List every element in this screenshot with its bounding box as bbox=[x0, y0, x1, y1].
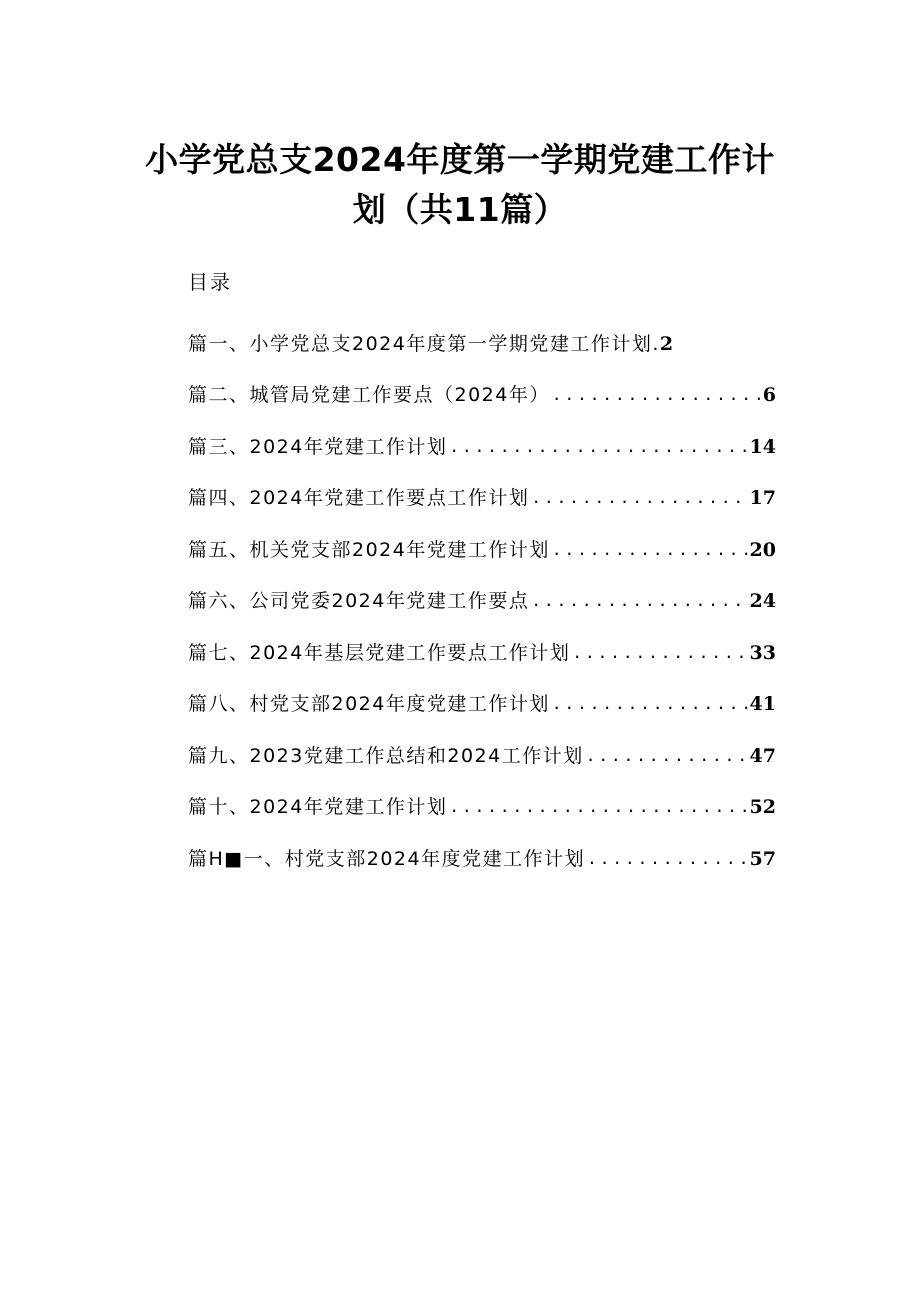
toc-entry-6[interactable] bbox=[188, 576, 776, 628]
toc-entry-title: 篇八、村党支部2024年度党建工作计划 bbox=[188, 693, 550, 716]
toc-entry-page: 20 bbox=[749, 538, 776, 561]
toc-heading: 目录 bbox=[188, 270, 232, 294]
toc-entry-11[interactable] bbox=[188, 833, 776, 885]
toc-entry-page: 14 bbox=[749, 435, 776, 458]
toc-entry-10[interactable] bbox=[188, 782, 776, 834]
toc-entry-3[interactable] bbox=[188, 421, 776, 473]
document-title-line-2: 划（共11篇） bbox=[352, 190, 568, 229]
toc-entry-title: 篇六、公司党委2024年党建工作要点 bbox=[188, 590, 530, 613]
toc-entry-title: 篇七、2024年基层党建工作要点工作计划 bbox=[188, 641, 571, 664]
toc-entry-7[interactable] bbox=[188, 627, 776, 679]
toc-dot-leader bbox=[550, 535, 750, 565]
toc-dot-leader bbox=[585, 844, 749, 874]
toc-entry-title: 篇十、2024年党建工作计划 bbox=[188, 796, 448, 819]
toc-entry-title: 篇二、城管局党建工作要点（2024年） bbox=[188, 384, 550, 407]
toc-entry-5[interactable] bbox=[188, 524, 776, 576]
table-of-contents bbox=[188, 318, 776, 885]
toc-dot-leader bbox=[529, 483, 749, 513]
toc-entry-page: 17 bbox=[749, 487, 776, 510]
toc-dot-leader bbox=[550, 380, 763, 410]
toc-dot-leader bbox=[570, 638, 749, 668]
toc-dot-leader bbox=[447, 432, 749, 462]
toc-entry-page: 6 bbox=[762, 384, 776, 407]
toc-dot-leader bbox=[529, 586, 749, 616]
toc-entry-page: 52 bbox=[749, 796, 776, 819]
toc-entry-2[interactable] bbox=[188, 370, 776, 422]
toc-entry-title: 篇H■一、村党支部2024年度党建工作计划 bbox=[188, 847, 586, 870]
toc-dot-leader bbox=[550, 689, 750, 719]
toc-entry-title: 篇九、2023党建工作总结和2024工作计划 bbox=[188, 744, 584, 767]
toc-entry-9[interactable] bbox=[188, 730, 776, 782]
toc-entry-8[interactable] bbox=[188, 679, 776, 731]
toc-entry-title: 篇三、2024年党建工作计划 bbox=[188, 435, 448, 458]
toc-dot-leader bbox=[447, 792, 749, 822]
toc-entry-title: 篇四、2024年党建工作要点工作计划 bbox=[188, 487, 530, 510]
toc-dot-leader bbox=[584, 741, 750, 771]
document-title-line-1: 小学党总支2024年度第一学期党建工作计 bbox=[145, 140, 775, 179]
toc-entry-page: 24 bbox=[749, 590, 776, 613]
toc-entry-title: 篇五、机关党支部2024年党建工作计划 bbox=[188, 538, 550, 561]
toc-entry-page: 33 bbox=[749, 641, 776, 664]
toc-entry-title: 篇一、小学党总支2024年度第一学期党建工作计划. bbox=[188, 332, 660, 355]
toc-entry-page: 57 bbox=[749, 847, 776, 870]
toc-entry-4[interactable] bbox=[188, 473, 776, 525]
toc-entry-page: 41 bbox=[749, 693, 776, 716]
toc-entry-page: 2 bbox=[659, 332, 674, 355]
toc-entry-1[interactable] bbox=[188, 318, 776, 370]
toc-entry-page: 47 bbox=[749, 744, 776, 767]
